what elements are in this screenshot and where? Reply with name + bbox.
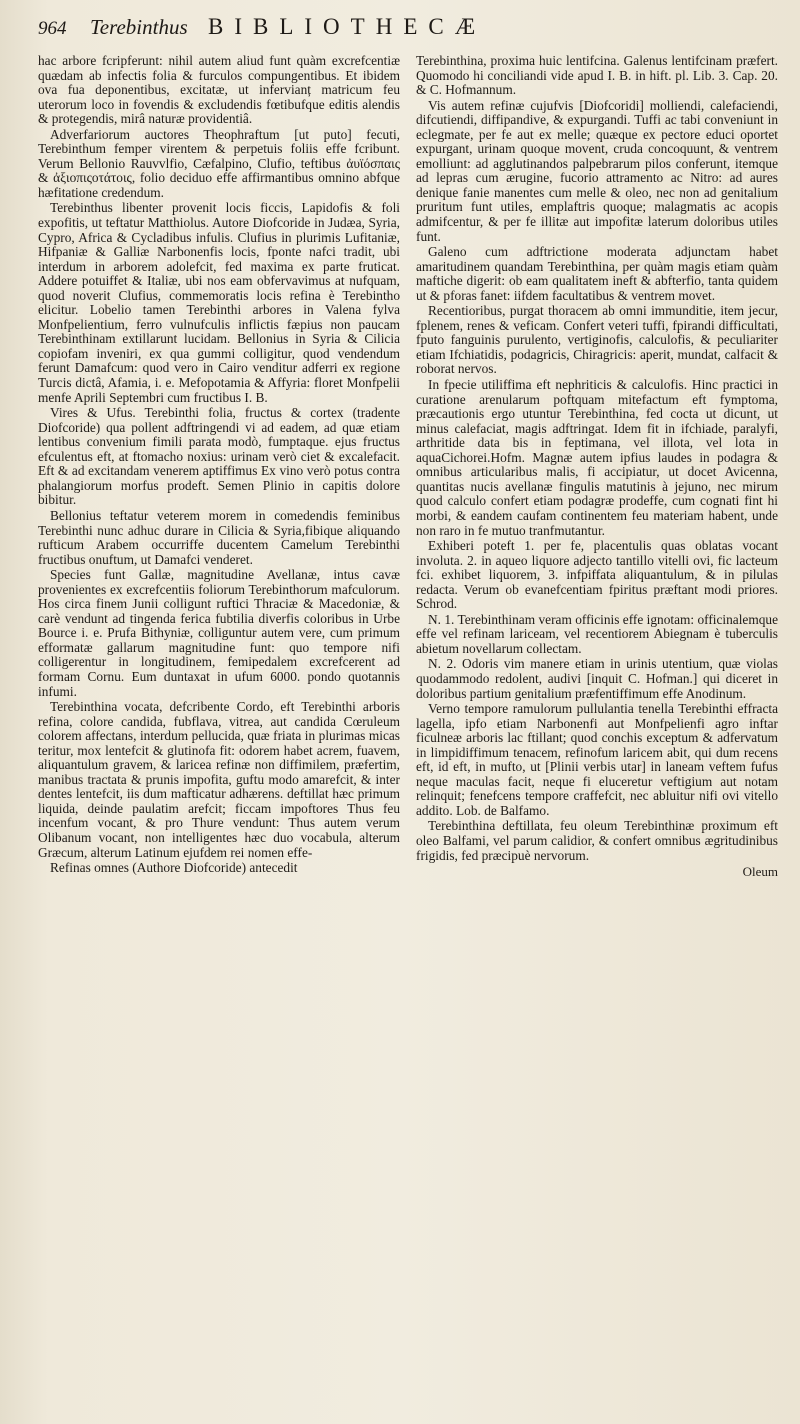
- page-number: 964: [38, 18, 67, 39]
- paragraph: N. 1. Terebinthinam veram officinis effe ignotam: officinalemque effe vel refinam lariceam, vel recentiorem Abiegnam è tuberculis abietum novellarum collectam.: [416, 611, 778, 656]
- paragraph: Exhiberi poteft 1. per fe, placentulis quas oblatas vocant involuta. 2. in aqueo liquore adjecto tantillo vitelli ovi, fic lacteum fci. exhibet liquorem, 3. infpiffata aliquantulum, & in pilulas redacta. Verum ob evanefcentiam fpiritus præftant modi priores. Schrod.: [416, 538, 778, 612]
- section-title: BIBLIOTHECÆ: [208, 14, 487, 39]
- paragraph: Bellonius teftatur veterem morem in comedendis feminibus Terebinthi nunc adhuc durare in Cilicia & Syria,fibique aliquando rufticum Arabem occurriffe ducentem Camelum Terebinthi fructibus onuftum, ut Damafci venderet.: [38, 507, 400, 567]
- paragraph: Recentioribus, purgat thoracem ab omni immunditie, item jecur, fplenem, renes & veficam. Confert veteri tuffi, fpirandi difficultati, fputo fanguinis purulento, vertiginofis, calculofis, & peculiariter etiam Ifchiatidis, podagricis, Chiragricis: aperit, mundat, calfacit & roborat nervos.: [416, 303, 778, 377]
- paragraph: In fpecie utiliffima eft nephriticis & calculofis. Hinc practici in curatione arenularum poftquam mitefactum eft fymptoma, præcautionis ergo utuntur Terebinthina, fed cocta ut dicunt, ut minus calefaciat, magis adftringat. Idem fit in ifchiade, paralyfi, arthritide data bis in feptimana, vel illota, vel lota in aquaCichorei.Hofm. Magnæ autem ipfius laudes in podagra & omnibus articularibus malis, fi accipiatur, ut docet Avicenna, quantitas nucis avellanæ fingulis matutinis à jejuno, nec mirum quod calculo confert etiam podagræ prodeffe, cum cognati fint hi morbi, & eandem caufam continentem feu materiam habent, unde non raro in fe mutuo tranfmutantur.: [416, 377, 778, 538]
- paragraph: Verno tempore ramulorum pullulantia tenella Terebinthi effracta lagella, ipfo etiam Narbonenfi aut Monfpelienfi agro inftar ficulneæ arboris lac ftillant; quod conchis exceptum & adfervatum in limpidiffimum tenacem, refinofum laricem abit, qui dum recens eft, id eft, in mufto, ut [Plinii verbis utar] in laneam veftem fufus neque maculas facit, neque fi eluceretur veftigium aut notam relinquit; fenefcens tempore craffefcit, nec abluitur nifi ovi vitello addito. Lob. de Balfamo.: [416, 701, 778, 818]
- paragraph: hac arbore fcripferunt: nihil autem aliud funt quàm excrefcentiæ quædam ab infectis folia & furculos compungentibus. Et ibidem ova fua deponentibus, excitatæ, ut infervianț matricum feu uterorum loco in fovendis & excludendis fœtibufque editis alendis & protegendis, mirâ naturæ providentiâ.: [38, 54, 400, 127]
- catchword: Oleum: [742, 864, 778, 880]
- paragraph: Terebinthina deftillata, feu oleum Terebinthinæ proximum eft oleo Balfami, vel parum calidior, & confert omnibus ægritudinibus frigidis, fed præcipuè nervorum.: [416, 818, 778, 863]
- paragraph: Species funt Gallæ, magnitudine Avellanæ, intus cavæ provenientes ex excrefcentiis foliorum Terebinthorum mafculorum. Hos circa finem Junii colligunt ruftici Thraciæ & Macedoniæ, & carè vendunt ad tingenda ferica fubtilia diverfis coloribus in Urbe Bource i. e. Prufa Bithyniæ, colliguntur autem vere, cum primum efformatæ gallarum magnitudine funt: quo tempore nifi colligerentur in longitudinem, femipedalem excrefcerent ad formam Cornu. Eum duntaxat in ufum 6000. pondo quotannis infumi.: [38, 567, 400, 699]
- paragraph: Vis autem refinæ cujufvis [Diofcoridi] molliendi, calefaciendi, difcutiendi, diffipandive, & expurgandi. Tuffi ac tabi conveniunt in eclegmate, per fe aut ex melle; quæque ex pectore educi oportet expurgant, urinam quoque movent, cruda concoquunt, & ventrem emolliunt: ad agglutinandos palpebrarum pilos conferunt, itemque ad lepras cum ærugine, fucorio attramento ac Nitro: ad aures denique fanie manentes cum melle & oleo, nec non ad genitalium pruritum funt utiles, emplaftris quoque; malagmatis ac acopis admifcentur, & per fe illitæ aut impofitæ laterum doloribus utiles funt.: [416, 97, 778, 244]
- paragraph: Galeno cum adftrictione moderata adjunctam habet amaritudinem quandam Terebinthina, per quàm magis etiam quàm maftiche digerit: ob eam qualitatem ineft & abfterfio, tanta quidem ut & pforas fanet: iifdem facultatibus & ventrem movet.: [416, 244, 778, 303]
- paragraph: Refinas omnes (Authore Diofcoride) antecedit: [50, 860, 298, 876]
- paragraph: N. 2. Odoris vim manere etiam in urinis utentium, quæ violas quodammodo redolent, audivi [inquit C. Hofman.] qui diceret in doloribus partium genitalium præfentiffimum effe Anodinum.: [416, 656, 778, 701]
- right-column: [416, 54, 778, 1424]
- paragraph: Adverfariorum auctores Theophraftum [ut puto] fecuti, Terebinthum femper virentem & perpetuis foliis effe fcribunt. Verum Bellonio Rauvvlfio, Cæfalpino, Clufio, teftibus ἀυϊόσπαις & ἀξιοπιςοτάτοις, folio deciduo effe affirmantibus omnino abfque hæfitatione credendum.: [38, 126, 400, 200]
- paragraph: Vires & Ufus. Terebinthi folia, fructus & cortex (tradente Diofcoride) qua pollent adftringendi vi ad eadem, ad quæ etiam lentibus convenium fimili parata modò, fumptaque. ejus fructus efculentus eft, at ftomacho noxius: urinam verò ciet & excalefacit. Eft & ad excitandam venerem aptiffimus Ex vino verò potus contra phalangiorum morfus prodeft. Semen Plinio in capitis dolore bibitur.: [38, 405, 400, 508]
- paragraph: Terebinthus libenter provenit locis ficcis, Lapidofis & foli expofitis, ut teftatur Matthiolus. Autore Diofcoride in Judæa, Syria, Cypro, Africa & Cycladibus infulis. Clufius in plurimis Lufitaniæ, Hifpaniæ & Galliæ Narbonenfis locis, fponte nafci tradit, ubi interdum in arborem adolefcit, fed maxima ex parte fruticat. Addere potuiffet & Italiæ, ubi nos eam obfervavimus at nufquam, quod noverit Clufius, commemoratis locis refina è Terebintho elicitur. Lobelio tamen Terebinthi arbores in Valena fylva Monfpelientium, ferro vulnufculis inflictis fæpius non paucam Terebinthinam extillarunt lucidam. Bellonius in Syria & Cilicia copiofam inveniri, ex qua gummi colligitur, quod vendendum ferunt Damafcum: quod vero in Cairo venditur adferri ex regione Turcis dictâ, Afamia, i. e. Mefopotamia & Affyria: floret Monfpelii menfe Aprili Septembri cum fructibus I. B.: [38, 200, 400, 405]
- paragraph: Terebinthina, proxima huic lentifcina. Galenus lentifcinam præfert. Quomodo hi conciliandi vide apud I. B. in hift. pl. Lib. 3. Cap. 20. & C. Hofmannum.: [416, 54, 778, 98]
- running-head-title: Terebinthus: [90, 15, 188, 39]
- left-column: [38, 54, 400, 1424]
- text-columns: [38, 54, 778, 1424]
- paragraph: Terebinthina vocata, defcribente Cordo, eft Terebinthi arboris refina, colore candida, fubflava, vitrea, aut candida Cœruleum colorem affectans, interdum pellucida, quæ friata in plurimas micas teritur, mox lentefcit & glutinofa fit: odorem habet acrem, fuavem, aliquantulum gravem, & laricea refinæ non diffimilem, præfertim, manibus tractata & prunis impofita, guftu modo amarefcit, & inter dentes lentefcit, iis dum mafticatur adhærens. deftillat hæc primum liquida, deinde paulatim arefcit; ficcam impoftores Thus feu incenfum vocant, & pro Thure vendunt: Thus autem verum Olibanum vocant, non intelligentes hæc duo vocabula, alterum Græcum, alterum Latinum ejufdem rei nomen effe-: [38, 699, 400, 860]
- running-header: [38, 14, 778, 54]
